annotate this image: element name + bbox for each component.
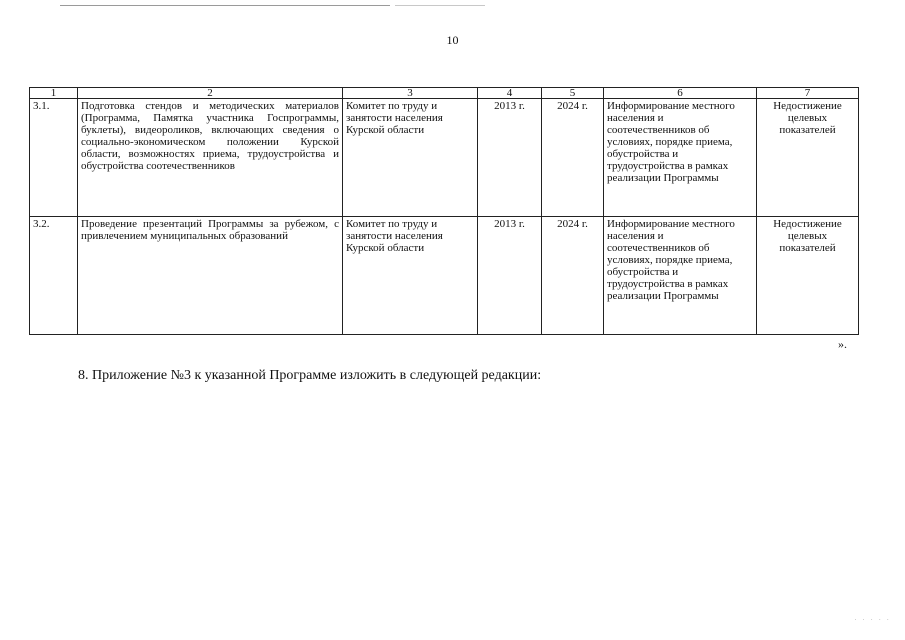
row-number: 3.2. [30,217,78,335]
column-header-4: 4 [478,88,542,99]
table-header-row [30,88,859,99]
table-row [30,99,859,217]
end-year-cell: 2024 г. [542,217,604,335]
start-year-cell: 2013 г. [478,99,542,217]
instruction-paragraph: 8. Приложение №3 к указанной Программе изложить в следующей редакции: [78,368,542,383]
page-number: 10 [446,33,459,47]
activity-cell: Подготовка стендов и методических материалов (Программа, Памятка участника Госпрограммы, буклеты), видеороликов, включающих сведения о социально-экономическом положении Курской области, возможностях приема, трудоустройства и обустройства соотечественников [78,99,343,217]
row-number: 3.1. [30,99,78,217]
expected-result-cell: Информирование местного населения и соотечественников об условиях, порядке приема, обустройства и трудоустройства в рамках реализации Программы [604,99,757,217]
activity-cell: Проведение презентаций Программы за рубежом, с привлечением муниципальных образований [78,217,343,335]
column-header-6: 6 [604,88,757,99]
scan-artifact-marks: · · · · · [854,616,891,624]
column-header-1: 1 [30,88,78,99]
table-row [30,217,859,335]
executor-cell: Комитет по труду и занятости населения Курской области [343,217,478,335]
start-year-cell: 2013 г. [478,217,542,335]
scan-artifact-line [60,5,390,6]
column-header-7: 7 [757,88,859,99]
scan-artifact-line [395,5,485,6]
end-year-cell: 2024 г. [542,99,604,217]
consequence-cell: Недостижение целевых показателей [757,99,859,217]
consequence-cell: Недостижение целевых показателей [757,217,859,335]
closing-quote: ». [838,337,847,351]
column-header-2: 2 [78,88,343,99]
measures-table [29,87,859,335]
column-header-5: 5 [542,88,604,99]
column-header-3: 3 [343,88,478,99]
executor-cell: Комитет по труду и занятости населения Курской области [343,99,478,217]
expected-result-cell: Информирование местного населения и соотечественников об условиях, порядке приема, обустройства и трудоустройства в рамках реализации Программы [604,217,757,335]
